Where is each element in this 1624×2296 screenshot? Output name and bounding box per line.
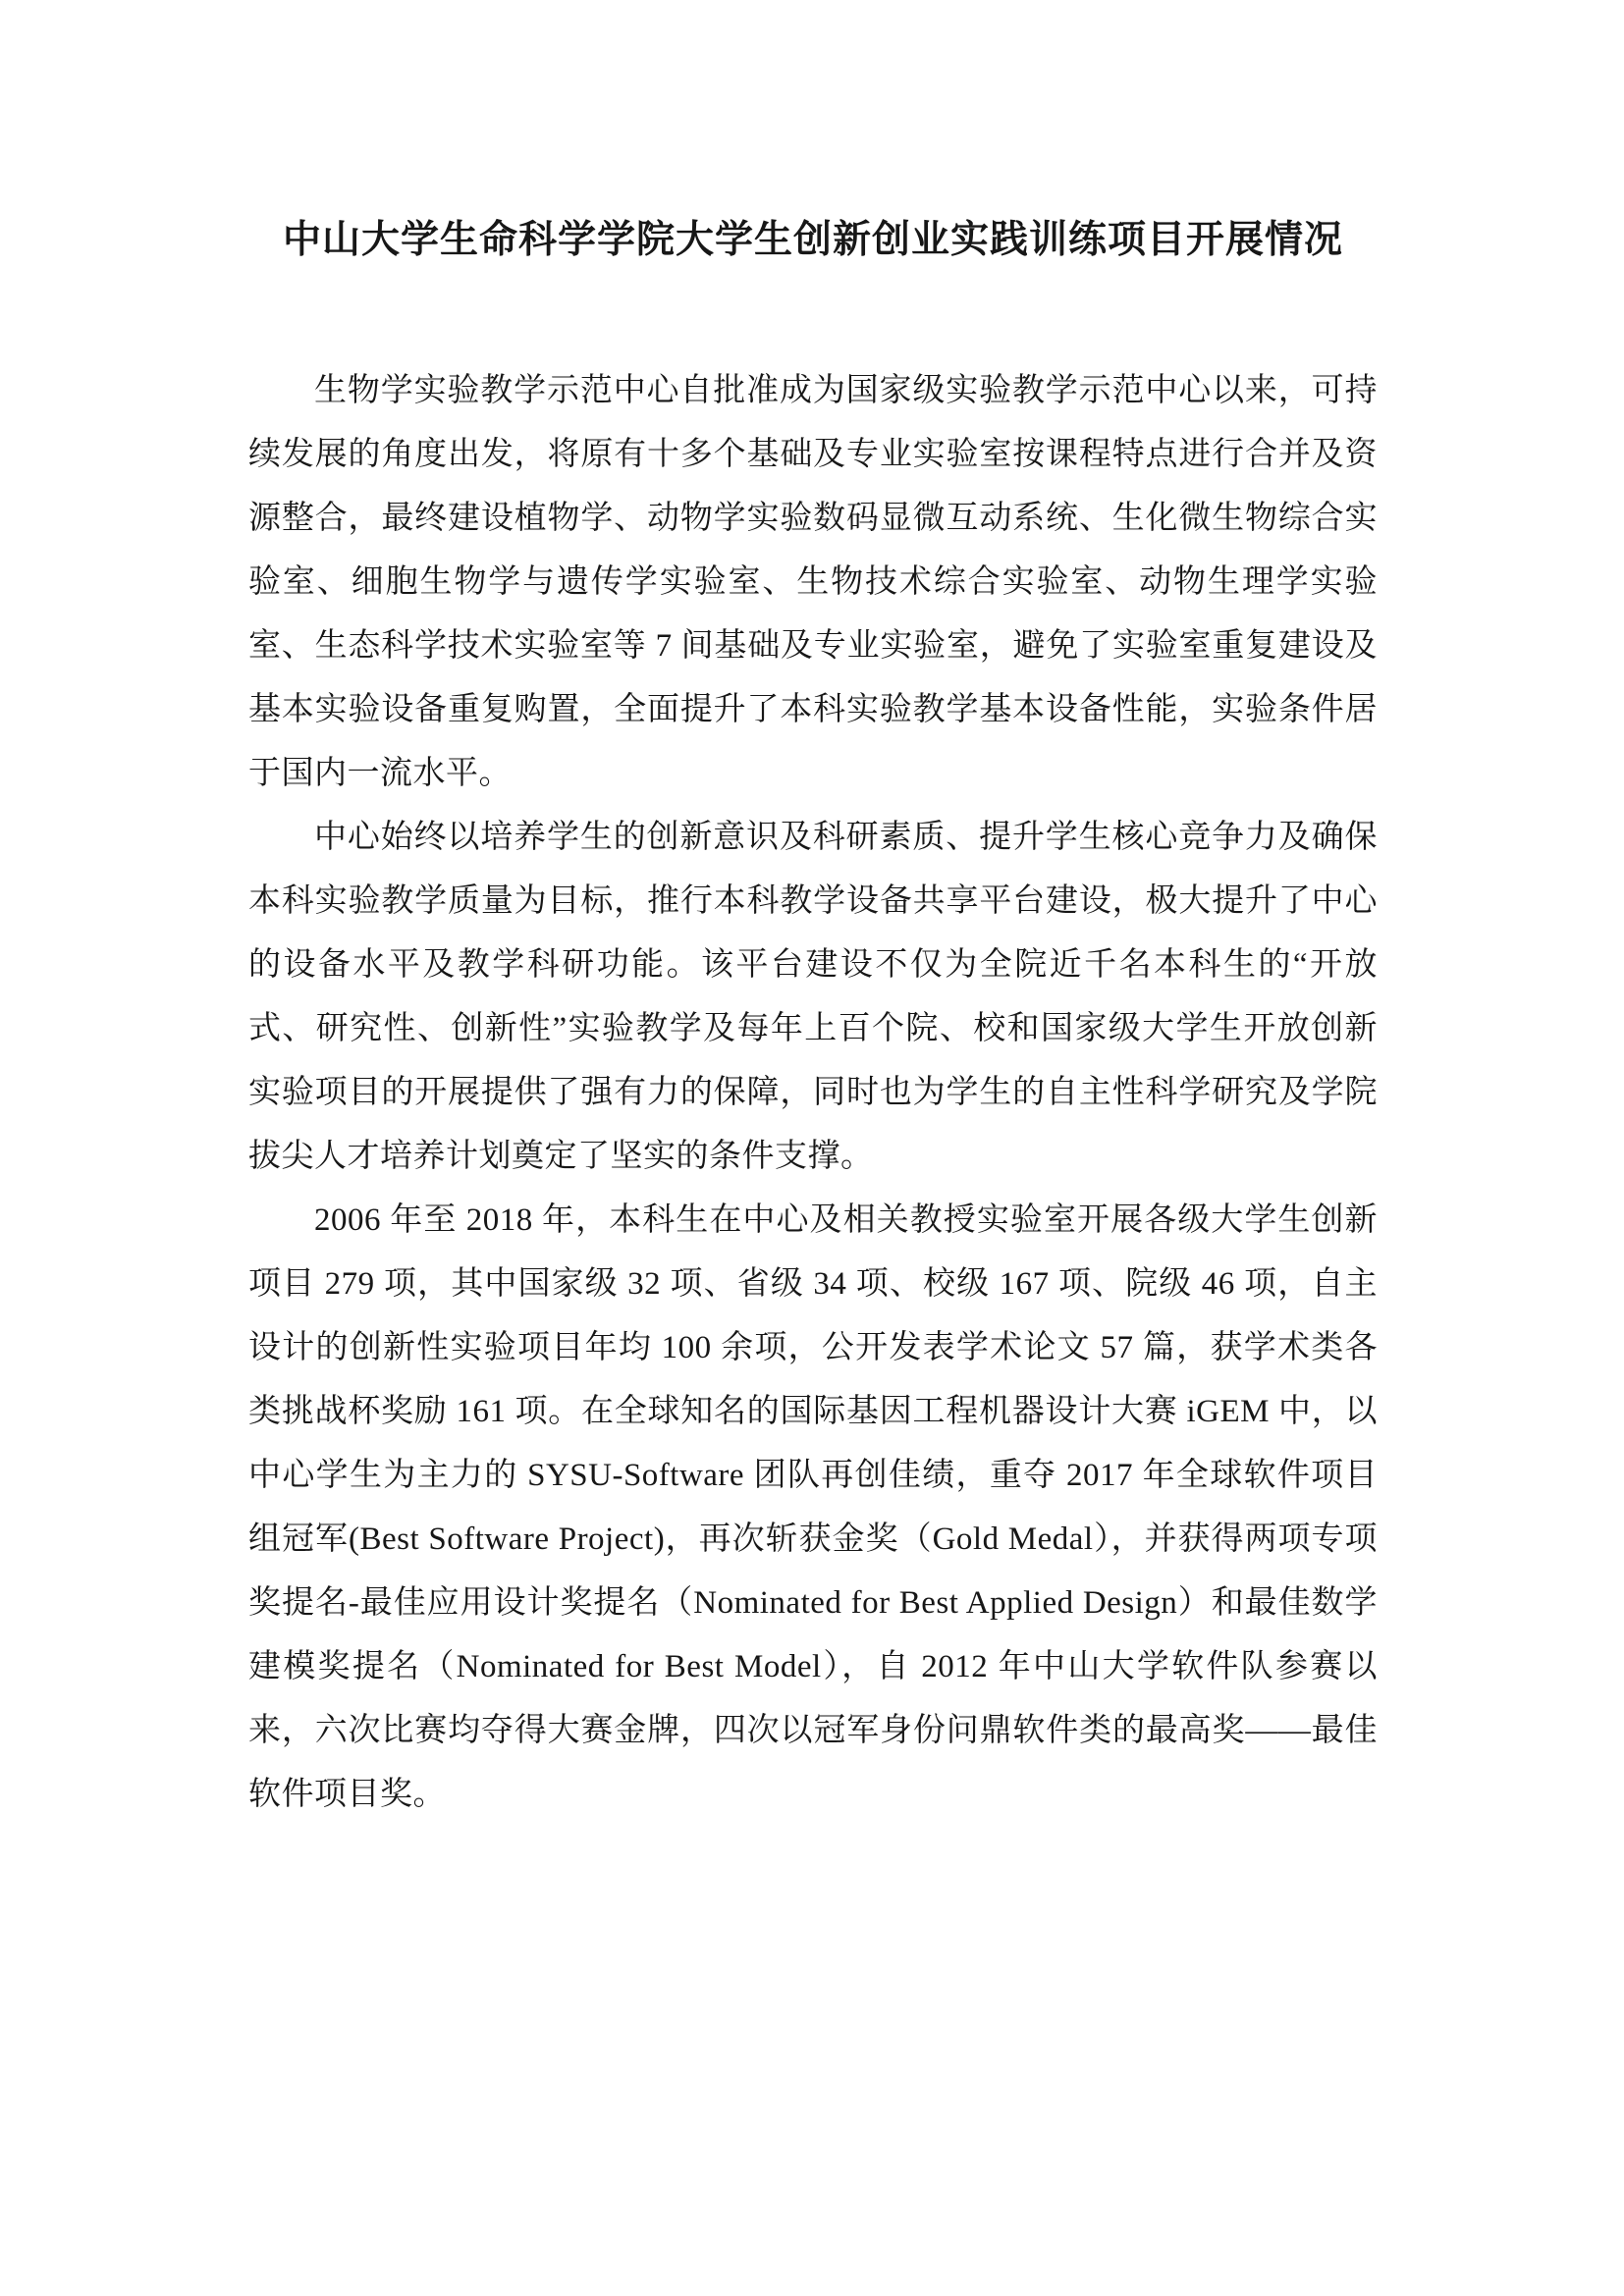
paragraph-platform-construction: 中心始终以培养学生的创新意识及科研素质、提升学生核心竞争力及确保本科实验教学质量为目标，推行本科教学设备共享平台建设，极大提升了中心的设备水平及教学科研功能。该平台建设不仅为全院近千名本科生的“开放式、研究性、创新性”实验教学及每年上百个院、校和国家级大学生开放创新实验项目的开展提供了强有力的保障，同时也为学生的自主性科学研究及学院拔尖人才培养计划奠定了坚实的条件支撑。 [248, 820, 1378, 1174]
paragraph-project-achievements: 2006 年至 2018 年，本科生在中心及相关教授实验室开展各级大学生创新项目 279 项，其中国家级 32 项、省级 34 项、校级 167 项、院级 46 项，自主设计的创新性实验项目年均 100 余项，公开发表学术论文 57 篇，获学术类各类挑战杯奖励 161 项。在全球知名的国际基因工程机器设计大赛 iGEM 中，以中心学生为主力的 SYSU-Software 团队再创佳绩，重夺 2017 年全球软件项目组冠军(Best Software Project)，再次斩获金奖（Gold Medal），并获得两项专项奖提名-最佳应用设计奖提名（Nominated for Best Applied Design）和最佳数学建模奖提名（Nominated for Best Model），自 2012 年中山大学软件队参赛以来，六次比赛均夺得大赛金牌，四次以冠军身份问鼎软件类的最高奖——最佳软件项目奖。 [248, 1202, 1378, 1812]
document-body [248, 359, 1378, 1827]
paragraph-center-overview: 生物学实验教学示范中心自批准成为国家级实验教学示范中心以来，可持续发展的角度出发，将原有十多个基础及专业实验室按课程特点进行合并及资源整合，最终建设植物学、动物学实验数码显微互动系统、生化微生物综合实验室、细胞生物学与遗传学实验室、生物技术综合实验室、动物生理学实验室、生态科学技术实验室等 7 间基础及专业实验室，避免了实验室重复建设及基本实验设备重复购置，全面提升了本科实验教学基本设备性能，实验条件居于国内一流水平。 [248, 373, 1378, 791]
document-content [248, 218, 1378, 1827]
document-title: 中山大学生命科学学院大学生创新创业实践训练项目开展情况 [282, 219, 1343, 261]
